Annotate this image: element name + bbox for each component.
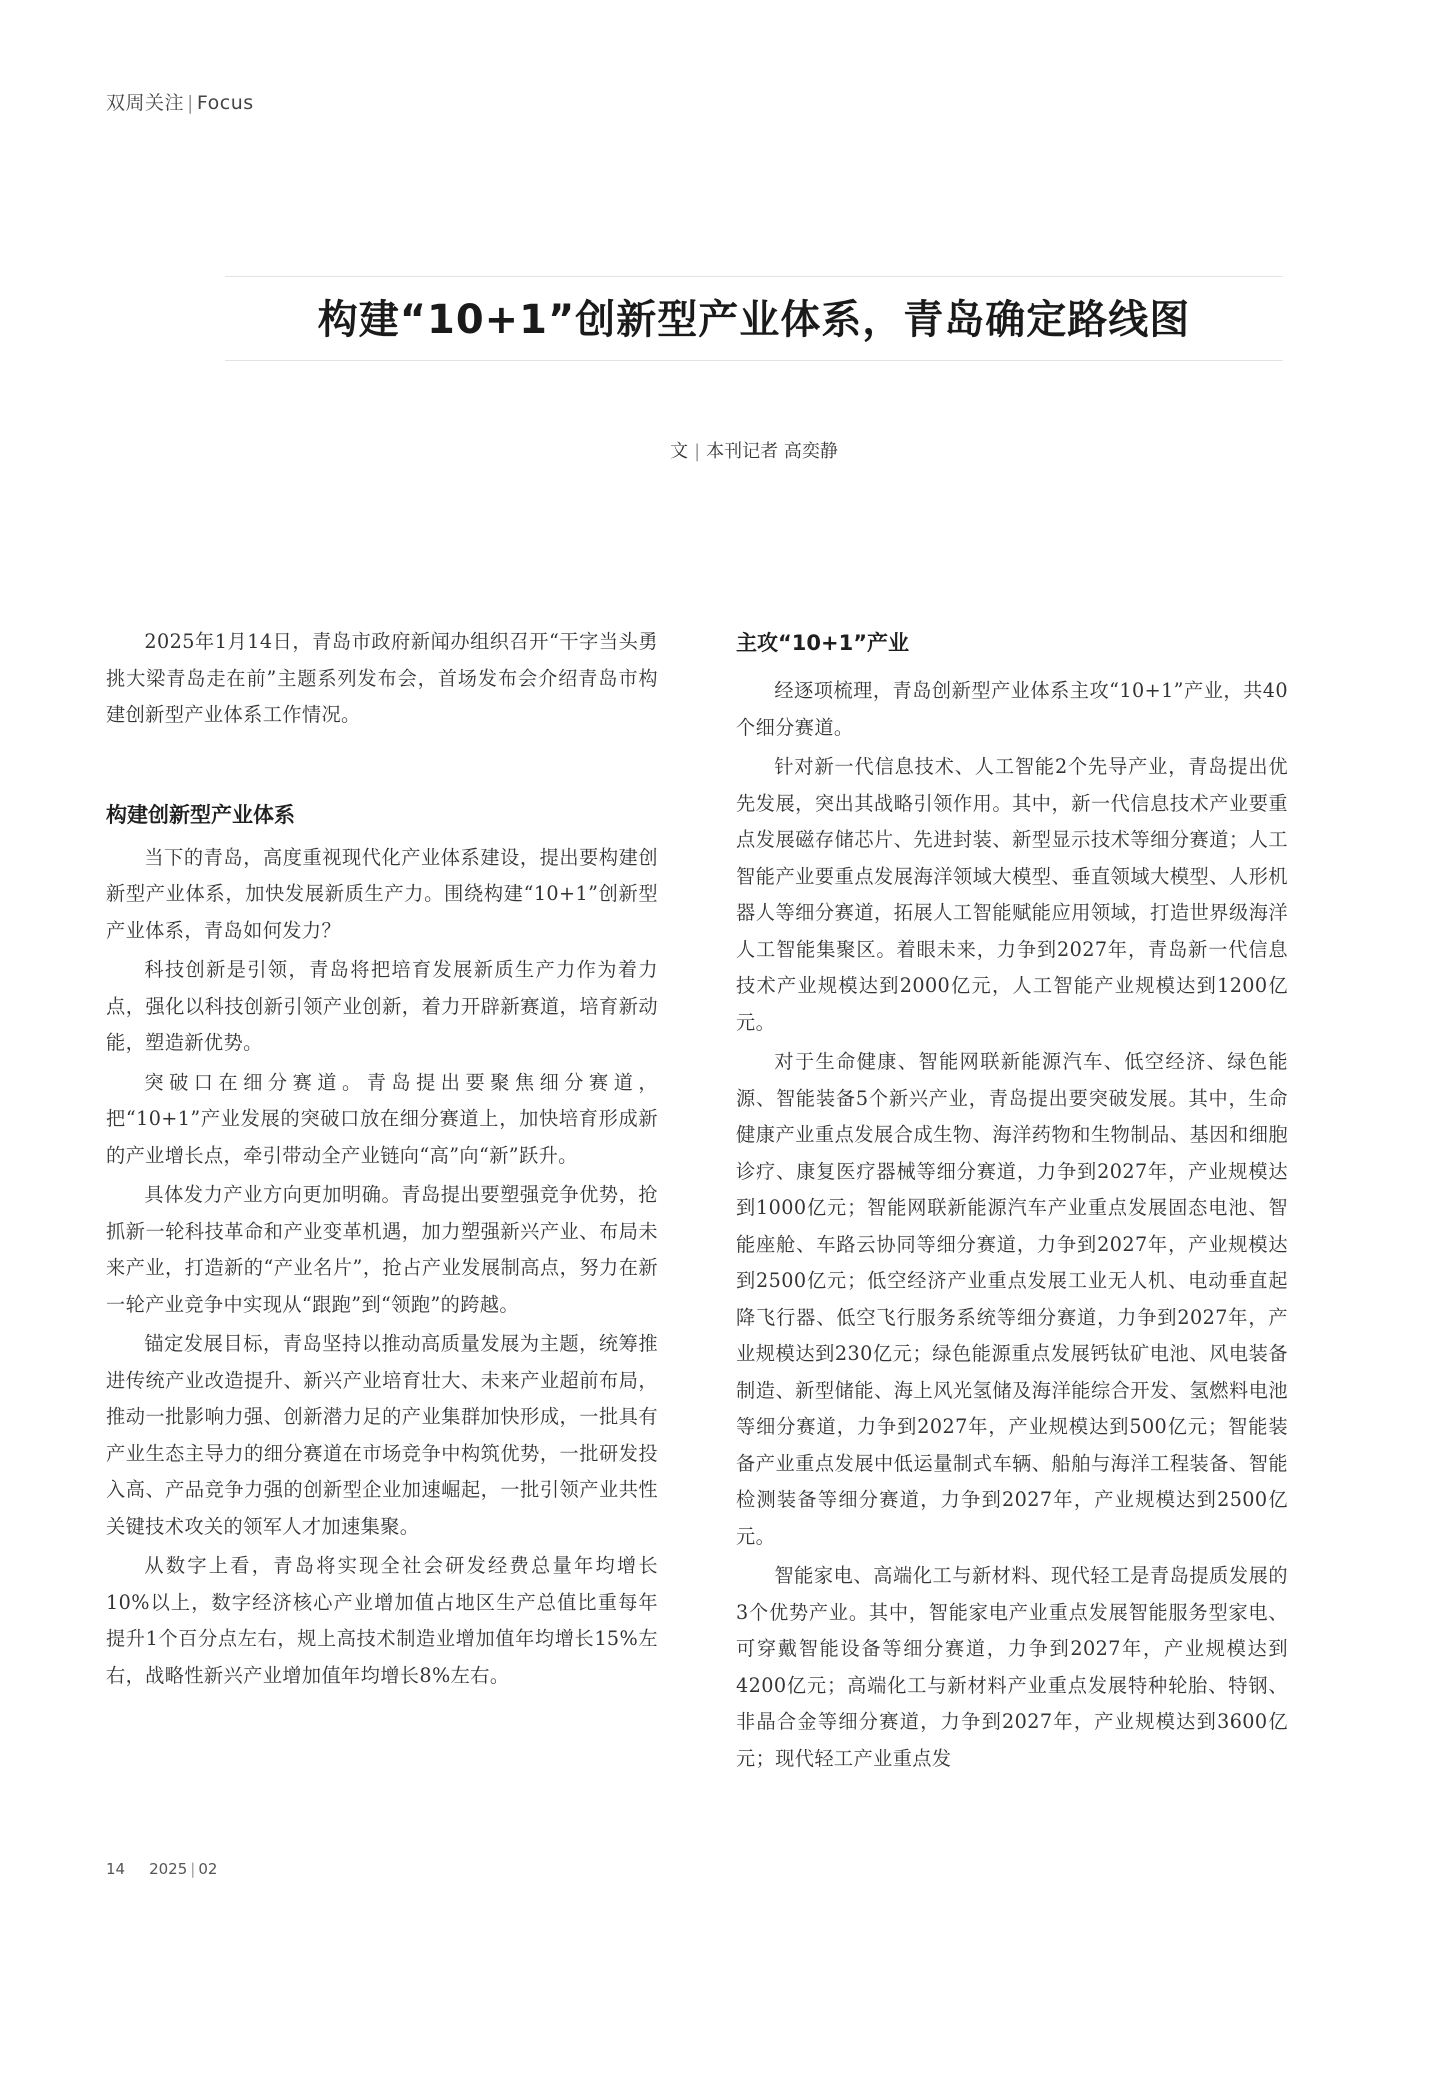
section-label [106, 88, 254, 115]
body-paragraph: 科技创新是引领，青岛将把培育发展新质生产力作为着力点，强化以科技创新引领产业创新，着力开辟新赛道，培育新动能，塑造新优势。 [106, 958, 658, 1054]
issue-year: 2025 [149, 1860, 188, 1878]
body-paragraph: 从数字上看，青岛将实现全社会研发经费总量年均增长10%以上，数字经济核心产业增加值占地区生产总值比重每年提升1个百分点左右，规上高技术制造业增加值年均增长15%左右，战略性新兴产业增加值年均增长8%左右。 [106, 1554, 658, 1687]
page-number: 14 [106, 1860, 126, 1878]
page-footer [106, 1860, 217, 1878]
byline-separator: | [694, 441, 701, 462]
issue-separator: | [190, 1860, 196, 1878]
issue-number: 02 [198, 1860, 218, 1878]
body-paragraph: 智能家电、高端化工与新材料、现代轻工是青岛提质发展的3个优势产业。其中，智能家电产业重点发展智能服务型家电、可穿戴智能设备等细分赛道，力争到2027年，产业规模达到4200亿元；高端化工与新材料产业重点发展特种轮胎、特钢、非晶合金等细分赛道，力争到2027年，产业规模达到3600亿元；现代轻工产业重点发 [736, 1564, 1288, 1770]
section-heading-10-plus-1: 主攻“10+1”产业 [736, 631, 910, 655]
article-title: 构建“10+1”创新型产业体系，青岛确定路线图 [317, 297, 1191, 343]
byline-prefix: 文 [670, 441, 689, 462]
title-top-rule [225, 276, 1283, 277]
body-paragraph: 具体发力产业方向更加明确。青岛提出要塑强竞争优势，抢抓新一轮科技革命和产业变革机遇，加力塑强新兴产业、布局未来产业，打造新的“产业名片”，抢占产业发展制高点，努力在新一轮产业竞争中实现从“跟跑”到“领跑”的跨越。 [106, 1183, 658, 1316]
section-separator: | [187, 92, 194, 114]
title-bottom-rule [225, 360, 1283, 361]
body-paragraph: 突破口在细分赛道。青岛提出要聚焦细分赛道，把“10+1”产业发展的突破口放在细分赛道上，加快培育形成新的产业增长点，牵引带动全产业链向“高”向“新”跃升。 [106, 1070, 658, 1167]
body-paragraph: 经逐项梳理，青岛创新型产业体系主攻“10+1”产业，共40个细分赛道。 [736, 679, 1288, 739]
intro-paragraph: 2025年1月14日，青岛市政府新闻办组织召开“干字当头勇挑大梁青岛走在前”主题系列发布会，首场发布会介绍青岛市构建创新型产业体系工作情况。 [106, 630, 658, 726]
left-column [106, 624, 658, 1694]
right-column [736, 628, 1288, 1777]
section-heading-innovation-system: 构建创新型产业体系 [106, 802, 295, 827]
section-name: 双周关注 [106, 92, 185, 114]
body-paragraph: 对于生命健康、智能网联新能源汽车、低空经济、绿色能源、智能装备5个新兴产业，青岛提出要突破发展。其中，生命健康产业重点发展合成生物、海洋药物和生物制品、基因和细胞诊疗、康复医疗器械等细分赛道，力争到2027年，产业规模达到1000亿元；智能网联新能源汽车产业重点发展固态电池、智能座舱、车路云协同等细分赛道，力争到2027年，产业规模达到2500亿元；低空经济产业重点发展工业无人机、电动垂直起降飞行器、低空飞行服务系统等细分赛道，力争到2027年，产业规模达到230亿元；绿色能源重点发展钙钛矿电池、风电装备制造、新型储能、海上风光氢储及海洋能综合开发、氢燃料电池等细分赛道，力争到2027年，产业规模达到500亿元；智能装备产业重点发展中低运量制式车辆、船舶与海洋工程装备、智能检测装备等细分赛道，力争到2027年，产业规模达到2500亿元。 [736, 1050, 1288, 1548]
byline [225, 437, 1283, 463]
section-name-en: Focus [196, 92, 254, 114]
byline-author: 高奕静 [783, 441, 838, 462]
byline-role: 本刊记者 [706, 441, 779, 462]
body-paragraph: 锚定发展目标，青岛坚持以推动高质量发展为主题，统筹推进传统产业改造提升、新兴产业培育壮大、未来产业超前布局，推动一批影响力强、创新潜力足的产业集群加快形成，一批具有产业生态主导力的细分赛道在市场竞争中构筑优势，一批研发投入高、产品竞争力强的创新型企业加速崛起，一批引领产业共性关键技术攻关的领军人才加速集聚。 [106, 1332, 658, 1538]
body-paragraph: 针对新一代信息技术、人工智能2个先导产业，青岛提出优先发展，突出其战略引领作用。其中，新一代信息技术产业要重点发展磁存储芯片、先进封装、新型显示技术等细分赛道；人工智能产业要重点发展海洋领域大模型、垂直领域大模型、人形机器人等细分赛道，拓展人工智能赋能应用领域，打造世界级海洋人工智能集聚区。着眼未来，力争到2027年，青岛新一代信息技术产业规模达到2000亿元，人工智能产业规模达到1200亿元。 [736, 755, 1288, 1034]
body-paragraph: 当下的青岛，高度重视现代化产业体系建设，提出要构建创新型产业体系，加快发展新质生产力。围绕构建“10+1”创新型产业体系，青岛如何发力？ [106, 845, 658, 942]
